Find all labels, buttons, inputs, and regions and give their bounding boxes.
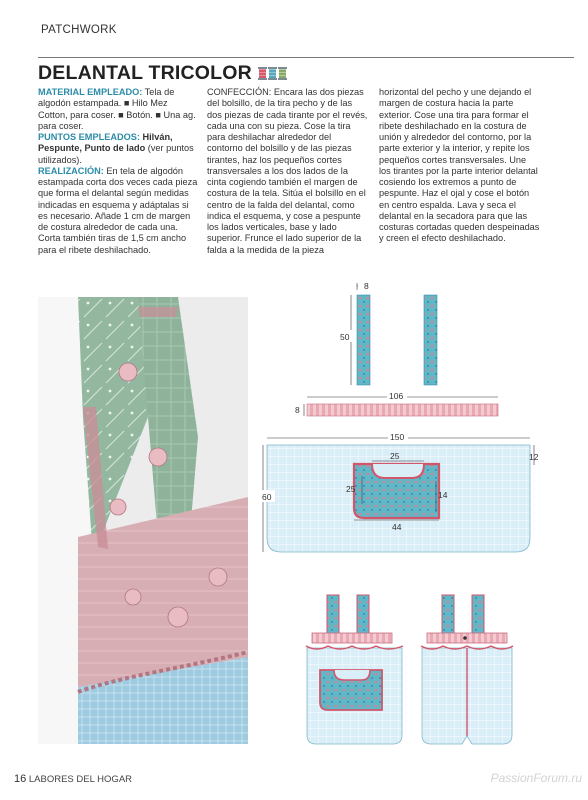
strap-piece	[357, 295, 370, 385]
strap-length-label: 50	[340, 332, 350, 342]
pattern-diagram	[262, 280, 572, 755]
band-length-label: 106	[389, 391, 404, 401]
pocket-top-label: 25	[390, 451, 400, 461]
page-footer	[14, 773, 132, 785]
realization-paragraph	[38, 166, 198, 256]
skirt-offset-label: 12	[529, 452, 539, 462]
text-column-3	[379, 87, 540, 245]
difficulty-icons	[258, 67, 287, 80]
pattern-diagram-svg	[262, 280, 572, 750]
button-icon	[463, 636, 467, 640]
materials-text: Tela de algodón estampada. ■ Hilo Mez Cotton, para coser. ■ Botón. ■ Una ag. para coser.	[38, 87, 196, 131]
materials-label: MATERIAL EMPLEADO:	[38, 87, 143, 97]
pocket-bottom-label: 44	[392, 522, 402, 532]
spool-icon	[278, 67, 287, 80]
skirt-height-label: 60	[262, 492, 272, 502]
stitches-bold: Hilván, Pespunte, Punto de lado	[38, 132, 173, 154]
stitches-text: (ver puntos utilizados).	[38, 143, 194, 165]
spool-icon	[268, 67, 277, 80]
section-label: PATCHWORK	[41, 24, 117, 36]
page-number: 16	[14, 773, 27, 785]
apron-back-view	[421, 595, 513, 744]
magazine-name: LABORES DEL HOGAR	[28, 774, 133, 785]
watermark: PassionForum.ru	[490, 771, 582, 785]
strap-piece	[424, 295, 437, 385]
materials-paragraph	[38, 87, 198, 132]
confection-label: CONFECCIÓN:	[207, 87, 272, 97]
realization-text: En tela de algodón estampada corta dos veces cada pieza que forma el delantal según medidas indicadas en esquema y adáptalas si es necesario. Añade 1 cm de margen de costura alrededor de cada una. Corta también tiras de 1,5 cm ancho para el ribete deshilachado.	[38, 165, 198, 255]
skirt-width-label: 150	[390, 432, 405, 442]
apron-photo-illustration	[38, 297, 248, 744]
title-divider	[38, 57, 574, 58]
realization-label: REALIZACIÓN:	[38, 165, 104, 176]
pocket-right-label: 14	[438, 490, 448, 500]
confection-text: Encara las dos piezas del bolsillo, de la tira pecho y de las dos piezas de cada tirante por el revés, cada una con su pieza. Cose la tira para deshilachar alrededor del contorno del bolsillo y de las piezas tirantes, haz los pequeños cortes transversales a los dos lados de la cinta cogiendo también el margen de costura de la tela. Sitúa el bolsillo en el centro de la falda del delantal, como indica el esquema, y cose a pespunte los lados verticales, base y lado superior. Frunce el lado superior de la falda a la medida de la pieza	[207, 87, 368, 255]
text-column-2	[207, 87, 368, 256]
band-width-label: 8	[295, 405, 300, 415]
strap-pieces	[351, 283, 437, 385]
stitches-paragraph	[38, 132, 198, 166]
page-title: DELANTAL TRICOLOR	[38, 62, 252, 84]
chest-band-piece	[307, 404, 498, 416]
apron-photo	[38, 297, 248, 744]
pocket-side-label: 25	[346, 484, 356, 494]
apron-front-view	[306, 595, 403, 744]
confection-continued: horizontal del pecho y une dejando el margen de costura hacia la parte exterior. Cose una tira para formar el ribete deshilachado en la costura de unión y alrededor del contorno, por la parte exterior y la interior, y repite los pequeños cortes transversales. Une los tirantes por la parte interior delantal cosiendo los extremos a punto de pespunte. Haz el ojal y cose el botón en centro espalda. Lava y seca el delantal en la secadora para que las costuras cortadas queden despeinadas y creen el efecto deshilachado.	[379, 87, 540, 244]
spool-icon	[258, 67, 267, 80]
confection-paragraph	[207, 87, 368, 256]
text-column-1	[38, 87, 198, 256]
stitches-label: PUNTOS EMPLEADOS:	[38, 132, 140, 142]
title-row	[38, 62, 287, 85]
strap-width-label: 8	[364, 281, 369, 291]
